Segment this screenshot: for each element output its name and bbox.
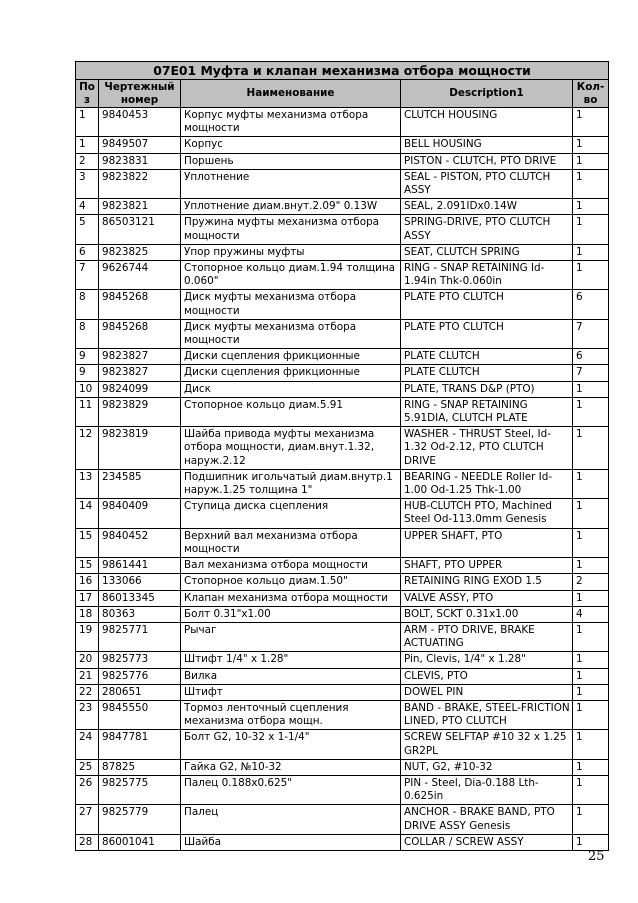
cell-pos: 11 [76, 397, 99, 426]
cell-part-number: 133066 [99, 574, 181, 590]
cell-part-number: 9823825 [99, 244, 181, 260]
table-row [76, 574, 609, 590]
cell-description: BOLT, SCKT 0.31x1.00 [401, 606, 573, 622]
cell-description: SEAT, CLUTCH SPRING [401, 244, 573, 260]
cell-description: SEAL - PISTON, PTO CLUTCH ASSY [401, 169, 573, 198]
cell-name: Диск муфты механизма отбора мощности [181, 290, 401, 319]
table-title-row [76, 62, 609, 80]
cell-part-number: 9840409 [99, 499, 181, 528]
cell-description: SPRING-DRIVE, PTO CLUTCH ASSY [401, 215, 573, 244]
cell-name: Шайба привода муфты механизма отбора мощности, диам.внут.1.32, наруж.2.12 [181, 427, 401, 470]
cell-part-number: 9825771 [99, 622, 181, 651]
cell-part-number: 87825 [99, 759, 181, 775]
table-row [76, 469, 609, 498]
header-name: Наименование [181, 80, 401, 108]
cell-description: CLEVIS, PTO [401, 668, 573, 684]
cell-name: Рычаг [181, 622, 401, 651]
cell-part-number: 9823827 [99, 349, 181, 365]
cell-description: DOWEL PIN [401, 684, 573, 700]
cell-description: BEARING - NEEDLE Roller Id-1.00 Od-1.25 Thk-1.00 [401, 469, 573, 498]
cell-pos: 14 [76, 499, 99, 528]
table-row [76, 700, 609, 729]
cell-description: SEAL, 2.091IDx0.14W [401, 199, 573, 215]
cell-name: Шайба [181, 834, 401, 850]
cell-part-number: 80363 [99, 606, 181, 622]
cell-name: Диск [181, 381, 401, 397]
cell-name: Уплотнение [181, 169, 401, 198]
table-row [76, 290, 609, 319]
cell-qty: 1 [573, 137, 609, 153]
cell-description: ANCHOR - BRAKE BAND, PTO DRIVE ASSY Genesis [401, 805, 573, 834]
cell-pos: 15 [76, 528, 99, 557]
cell-qty: 1 [573, 684, 609, 700]
cell-qty: 1 [573, 590, 609, 606]
cell-pos: 27 [76, 805, 99, 834]
cell-part-number: 280651 [99, 684, 181, 700]
table-row [76, 108, 609, 137]
cell-qty: 1 [573, 108, 609, 137]
table-row [76, 652, 609, 668]
cell-name: Штифт [181, 684, 401, 700]
cell-part-number: 9825773 [99, 652, 181, 668]
cell-qty: 1 [573, 469, 609, 498]
cell-part-number: 9823829 [99, 397, 181, 426]
cell-part-number: 86503121 [99, 215, 181, 244]
cell-pos: 28 [76, 834, 99, 850]
table-row [76, 590, 609, 606]
cell-pos: 26 [76, 775, 99, 804]
cell-pos: 15 [76, 558, 99, 574]
table-row [76, 834, 609, 850]
cell-pos: 21 [76, 668, 99, 684]
cell-description: BAND - BRAKE, STEEL-FRICTION LINED, PTO CLUTCH [401, 700, 573, 729]
cell-pos: 9 [76, 349, 99, 365]
cell-qty: 1 [573, 775, 609, 804]
cell-name: Штифт 1/4" x 1.28" [181, 652, 401, 668]
table-row [76, 528, 609, 557]
cell-description: Pin, Clevis, 1/4" x 1.28" [401, 652, 573, 668]
cell-description: PLATE CLUTCH [401, 349, 573, 365]
cell-pos: 25 [76, 759, 99, 775]
table-title: 07E01 Муфта и клапан механизма отбора мощности [76, 62, 609, 80]
header-qty: Кол-во [573, 80, 609, 108]
header-part-number: Чертежный номер [99, 80, 181, 108]
table-row [76, 244, 609, 260]
cell-name: Болт 0.31"x1.00 [181, 606, 401, 622]
cell-pos: 12 [76, 427, 99, 470]
cell-name: Диск муфты механизма отбора мощности [181, 319, 401, 348]
cell-pos: 13 [76, 469, 99, 498]
cell-name: Болт G2, 10-32 x 1-1/4" [181, 730, 401, 759]
cell-name: Стопорное кольцо диам.5.91 [181, 397, 401, 426]
cell-part-number: 9823831 [99, 153, 181, 169]
cell-part-number: 9840452 [99, 528, 181, 557]
cell-pos: 10 [76, 381, 99, 397]
page-number: 25 [588, 849, 605, 864]
cell-qty: 1 [573, 199, 609, 215]
cell-qty: 6 [573, 349, 609, 365]
cell-pos: 2 [76, 153, 99, 169]
cell-name: Верхний вал механизма отбора мощности [181, 528, 401, 557]
cell-name: Поршень [181, 153, 401, 169]
table-row [76, 759, 609, 775]
cell-part-number: 9823821 [99, 199, 181, 215]
cell-part-number: 9823827 [99, 365, 181, 381]
cell-pos: 16 [76, 574, 99, 590]
table-row [76, 684, 609, 700]
table-row [76, 622, 609, 651]
cell-qty: 1 [573, 528, 609, 557]
cell-name: Диски сцепления фрикционные [181, 365, 401, 381]
table-row [76, 153, 609, 169]
cell-pos: 8 [76, 319, 99, 348]
table-row [76, 427, 609, 470]
cell-description: PIN - Steel, Dia-0.188 Lth-0.625in [401, 775, 573, 804]
table-row [76, 169, 609, 198]
table-row [76, 668, 609, 684]
cell-qty: 1 [573, 622, 609, 651]
cell-pos: 20 [76, 652, 99, 668]
cell-pos: 1 [76, 137, 99, 153]
cell-description: PLATE CLUTCH [401, 365, 573, 381]
cell-description: HUB-CLUTCH PTO, Machined Steel Od-113.0mm Genesis [401, 499, 573, 528]
cell-description: SCREW SELFTAP #10 32 x 1.25 GR2PL [401, 730, 573, 759]
cell-part-number: 9845268 [99, 290, 181, 319]
cell-description: PISTON - CLUTCH, PTO DRIVE [401, 153, 573, 169]
cell-name: Гайка G2, №10-32 [181, 759, 401, 775]
cell-name: Палец 0.188x0.625" [181, 775, 401, 804]
cell-qty: 1 [573, 397, 609, 426]
cell-part-number: 9825775 [99, 775, 181, 804]
cell-qty: 1 [573, 730, 609, 759]
cell-description: PLATE PTO CLUTCH [401, 290, 573, 319]
header-description: Description1 [401, 80, 573, 108]
cell-pos: 23 [76, 700, 99, 729]
header-pos: Поз [76, 80, 99, 108]
cell-part-number: 9849507 [99, 137, 181, 153]
cell-name: Тормоз ленточный сцепления механизма отбора мощн. [181, 700, 401, 729]
table-row [76, 199, 609, 215]
table-row [76, 381, 609, 397]
cell-pos: 18 [76, 606, 99, 622]
cell-qty: 1 [573, 668, 609, 684]
table-row [76, 349, 609, 365]
cell-qty: 1 [573, 759, 609, 775]
cell-qty: 1 [573, 427, 609, 470]
cell-qty: 7 [573, 319, 609, 348]
cell-part-number: 9845268 [99, 319, 181, 348]
parts-table [75, 61, 609, 851]
table-row [76, 215, 609, 244]
cell-qty: 1 [573, 381, 609, 397]
cell-name: Корпус муфты механизма отбора мощности [181, 108, 401, 137]
cell-qty: 1 [573, 169, 609, 198]
cell-qty: 4 [573, 606, 609, 622]
table-row [76, 558, 609, 574]
cell-name: Вал механизма отбора мощности [181, 558, 401, 574]
cell-pos: 3 [76, 169, 99, 198]
cell-description: ARM - PTO DRIVE, BRAKE ACTUATING [401, 622, 573, 651]
table-row [76, 397, 609, 426]
cell-part-number: 86013345 [99, 590, 181, 606]
cell-part-number: 9823819 [99, 427, 181, 470]
table-header-row [76, 80, 609, 108]
cell-name: Диски сцепления фрикционные [181, 349, 401, 365]
cell-qty: 1 [573, 558, 609, 574]
cell-part-number: 9825776 [99, 668, 181, 684]
cell-name: Корпус [181, 137, 401, 153]
cell-pos: 19 [76, 622, 99, 651]
cell-pos: 8 [76, 290, 99, 319]
cell-pos: 22 [76, 684, 99, 700]
cell-qty: 1 [573, 153, 609, 169]
cell-pos: 4 [76, 199, 99, 215]
cell-part-number: 9845550 [99, 700, 181, 729]
cell-qty: 1 [573, 499, 609, 528]
cell-description: UPPER SHAFT, PTO [401, 528, 573, 557]
table-row [76, 319, 609, 348]
cell-description: COLLAR / SCREW ASSY [401, 834, 573, 850]
cell-description: CLUTCH HOUSING [401, 108, 573, 137]
cell-pos: 24 [76, 730, 99, 759]
cell-name: Клапан механизма отбора мощности [181, 590, 401, 606]
cell-qty: 2 [573, 574, 609, 590]
cell-qty: 1 [573, 215, 609, 244]
cell-qty: 1 [573, 244, 609, 260]
table-row [76, 365, 609, 381]
cell-pos: 9 [76, 365, 99, 381]
cell-part-number: 234585 [99, 469, 181, 498]
table-row [76, 606, 609, 622]
cell-qty: 1 [573, 261, 609, 290]
cell-qty: 1 [573, 834, 609, 850]
cell-pos: 17 [76, 590, 99, 606]
cell-part-number: 9823822 [99, 169, 181, 198]
cell-description: RING - SNAP RETAINING 5.91DIA, CLUTCH PLATE [401, 397, 573, 426]
cell-name: Палец [181, 805, 401, 834]
cell-qty: 7 [573, 365, 609, 381]
cell-qty: 1 [573, 652, 609, 668]
table-row [76, 805, 609, 834]
cell-pos: 5 [76, 215, 99, 244]
cell-part-number: 9861441 [99, 558, 181, 574]
cell-name: Ступица диска сцепления [181, 499, 401, 528]
cell-part-number: 9824099 [99, 381, 181, 397]
cell-qty: 1 [573, 805, 609, 834]
cell-qty: 6 [573, 290, 609, 319]
cell-description: PLATE, TRANS D&P (PTO) [401, 381, 573, 397]
table-row [76, 730, 609, 759]
cell-name: Подшипник игольчатый диам.внутр.1 наруж.1.25 толщина 1" [181, 469, 401, 498]
cell-name: Уплотнение диам.внут.2.09" 0.13W [181, 199, 401, 215]
cell-description: BELL HOUSING [401, 137, 573, 153]
cell-name: Вилка [181, 668, 401, 684]
cell-description: PLATE PTO CLUTCH [401, 319, 573, 348]
cell-description: VALVE ASSY, PTO [401, 590, 573, 606]
cell-part-number: 9626744 [99, 261, 181, 290]
cell-description: RING - SNAP RETAINING Id-1.94in Thk-0.060in [401, 261, 573, 290]
cell-pos: 6 [76, 244, 99, 260]
cell-name: Стопорное кольцо диам.1.50" [181, 574, 401, 590]
cell-description: NUT, G2, #10-32 [401, 759, 573, 775]
table-row [76, 137, 609, 153]
table-row [76, 499, 609, 528]
cell-part-number: 86001041 [99, 834, 181, 850]
cell-part-number: 9847781 [99, 730, 181, 759]
cell-description: RETAINING RING EXOD 1.5 [401, 574, 573, 590]
cell-name: Пружина муфты механизма отбора мощности [181, 215, 401, 244]
cell-description: WASHER - THRUST Steel, Id-1.32 Od-2.12, PTO CLUTCH DRIVE [401, 427, 573, 470]
cell-qty: 1 [573, 700, 609, 729]
cell-description: SHAFT, PTO UPPER [401, 558, 573, 574]
table-body [76, 108, 609, 851]
table-row [76, 775, 609, 804]
cell-name: Упор пружины муфты [181, 244, 401, 260]
cell-pos: 7 [76, 261, 99, 290]
cell-pos: 1 [76, 108, 99, 137]
cell-part-number: 9825779 [99, 805, 181, 834]
cell-part-number: 9840453 [99, 108, 181, 137]
cell-name: Стопорное кольцо диам.1.94 толщина 0.060" [181, 261, 401, 290]
table-row [76, 261, 609, 290]
